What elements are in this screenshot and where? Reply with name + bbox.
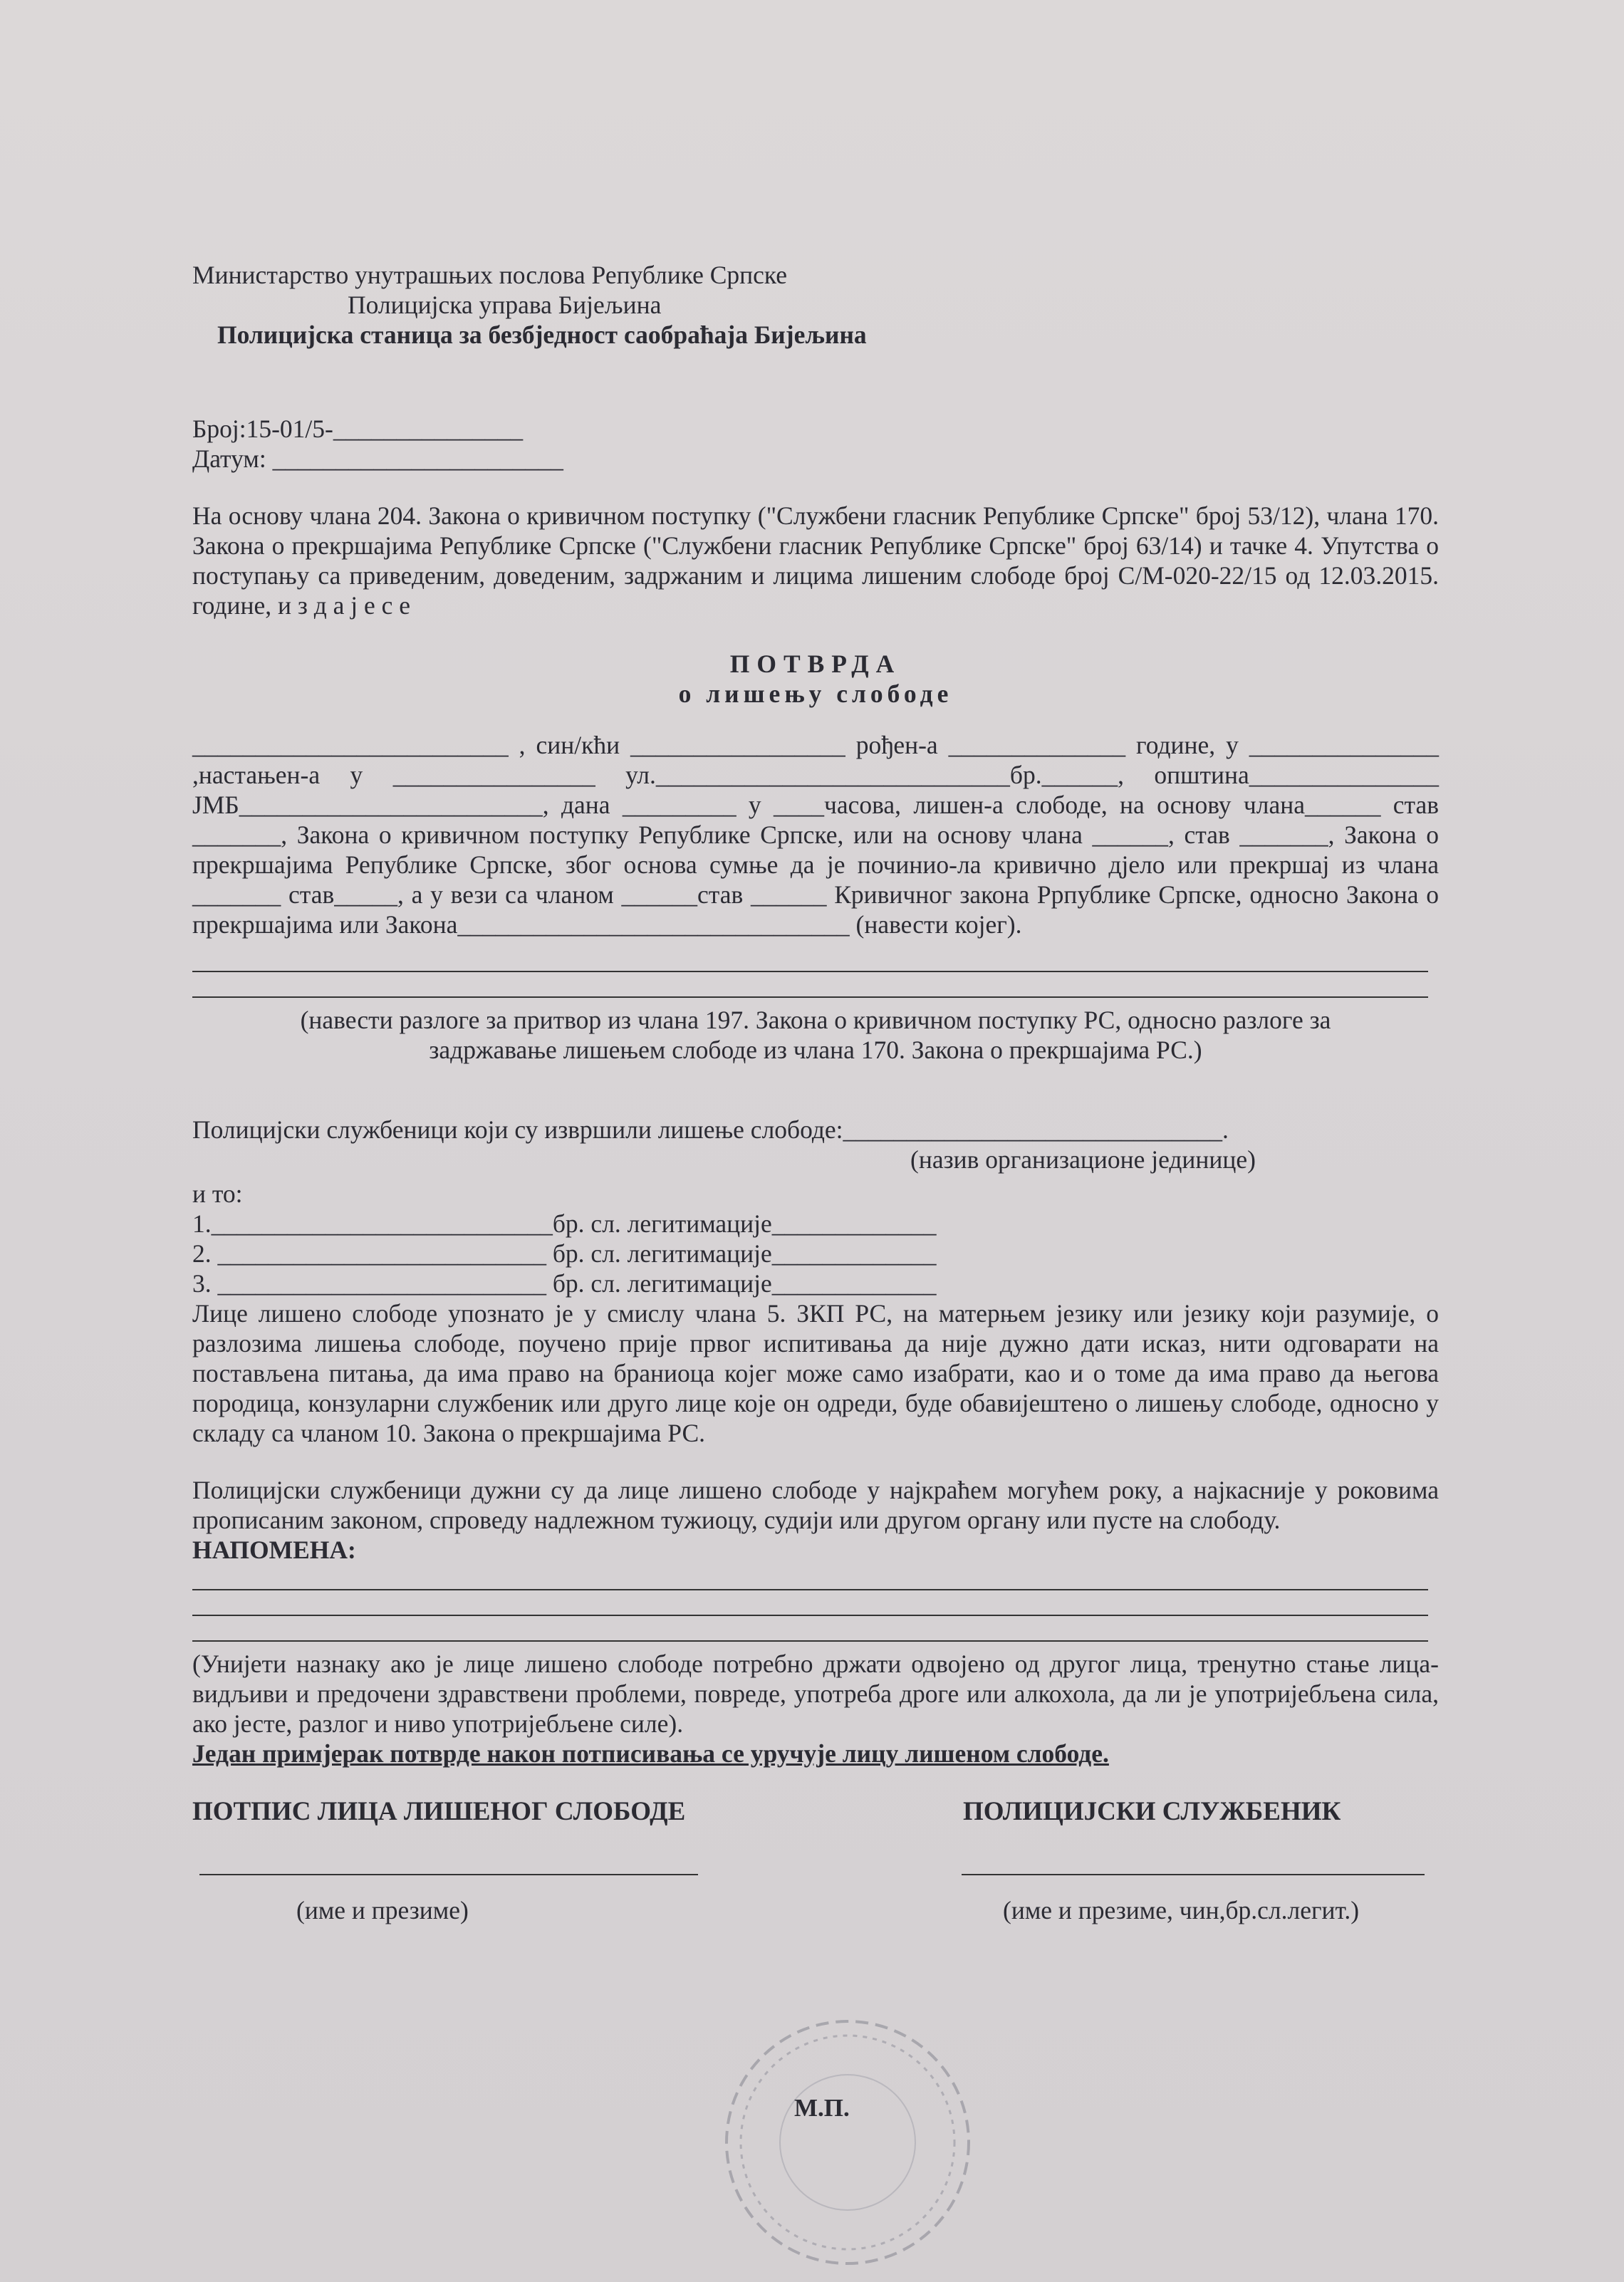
note-line-1 (192, 1565, 1428, 1590)
stamp-placeholder-label: М.П. (794, 2094, 850, 2122)
document-number: Број:15-01/5-_______________ (192, 415, 524, 443)
note-caption: (Унијети назнаку ако је лице лишено слободе потребно држати одвојено од другог лица, тренутно стање лица-видљиви и предочени здравствени проблеми, повреде, употреба дроге или алкохола, да ли је употријебљена сила, ако јесте, разлог и ниво употријебљене силе). (192, 1650, 1439, 1738)
police-administration: Полицијска управа Бијељина (348, 291, 662, 319)
officer-duty-paragraph: Полицијски службеници дужни су да лице лишено слободе у најкраћем могућем року, а најкасније у роковима прописаним законом, спроведу надлежном тужиоцу, судији или другом органу или пусте на слободу. (192, 1476, 1439, 1534)
rights-paragraph: Лице лишено слободе упознато је у смислу члана 5. ЗКП РС, на матерњем језику или језику који разумије, о разлозима лишења слободе, поучено прије првог испитивања да није дужно дати исказ, нити одговарати на постављена питања, да има право на браниоца којег може само изабрати, као и о томе да има право да његова породица, конзуларни службеник или друго лице које он одреди, буде обавијештено о лишењу слободе, односно у складу са чланом 10. Закона о прекршајима РС. (192, 1299, 1439, 1447)
copy-note: Један примјерак потврде након потписивања се уручује лицу лишеном слободе. (192, 1739, 1109, 1768)
officer-row-3: 3. __________________________ бр. сл. легитимације_____________ (192, 1269, 937, 1298)
reasons-line-1 (192, 947, 1428, 972)
document-title: ПОТВРДА (729, 650, 902, 678)
police-station: Полицијска станица за безбједност саобраћаја Бијељина (217, 321, 867, 349)
reasons-line-2 (192, 972, 1428, 998)
and-label: и то: (192, 1179, 243, 1208)
document-subtitle: о лишењу слободе (678, 679, 953, 708)
unit-caption: (назив организационе јединице) (910, 1145, 1256, 1174)
officer-signature-title: ПОЛИЦИЈСКИ СЛУЖБЕНИК (963, 1797, 1341, 1826)
detention-form-paragraph: _________________________ , син/кћи _________________ рођен-а ______________ године, у _______________ ,настањен-а у ________________ ул.____________________________бр.______, општина_______________ ЈМБ________________________, дана _________ у ____часова, лишен-а слободе, на основу члана______ став _______, Закона о кривичном поступку Републике Српске, или на основу члана ______, став _______, Закона о прекршајима Републике Српске, због основа сумње да је починио-ла кривично дјело или прекршај из члана _______ став_____, а у вези са чланом ______став ______ Кривичног закона Ррпублике Српске, односно Закона о прекршајима или Закона_______________________________ (навести којег). (192, 731, 1439, 939)
detainee-name-caption: (име и презиме) (296, 1896, 469, 1924)
officer-row-2: 2. __________________________ бр. сл. легитимације_____________ (192, 1239, 937, 1268)
document-meta (192, 414, 1439, 474)
document-date: Датум: _______________________ (192, 444, 563, 473)
officer-signature-line (962, 1874, 1425, 1875)
document-body (192, 260, 1439, 1954)
detainee-signature-line (199, 1874, 698, 1875)
reasons-caption-2: задржавање лишењем слободе из члана 170. Закона о прекршајима РС.) (429, 1036, 1202, 1064)
officer-row-1: 1.___________________________бр. сл. легитимације_____________ (192, 1209, 937, 1238)
ministry-name: Министарство унутрашњих послова Републике Српске (192, 261, 788, 289)
detainee-signature-title: ПОТПИС ЛИЦА ЛИШЕНОГ СЛОБОДЕ (192, 1797, 686, 1826)
officers-line: Полицијски службеници који су извршили лишење слободе:______________________________. (192, 1115, 1229, 1144)
legal-basis-paragraph: На основу члана 204. Закона о кривичном поступку ("Службени гласник Републике Српске" број 53/12), члана 170. Закона о прекршајима Републике Српске ("Службени гласник Републике Српске" број 63/14) и тачке 4. Упутства о поступању са приведеним, доведеним, задржаним и лицима лишеним слободе број С/М-020-22/15 од 12.03.2015. године, и з д а ј е с е (192, 501, 1439, 620)
officer-name-caption: (име и презиме, чин,бр.сл.легит.) (1003, 1896, 1360, 1924)
letterhead (192, 260, 1439, 350)
note-line-2 (192, 1590, 1428, 1616)
signature-block (192, 1797, 1439, 1954)
official-stamp-seal (719, 2014, 976, 2271)
note-label: НАПОМЕНА: (192, 1536, 356, 1564)
note-line-3 (192, 1616, 1428, 1642)
reasons-caption-1: (навести разлоге за притвор из члана 197. Закона о кривичном поступку РС, односно разлоге за (300, 1006, 1331, 1034)
